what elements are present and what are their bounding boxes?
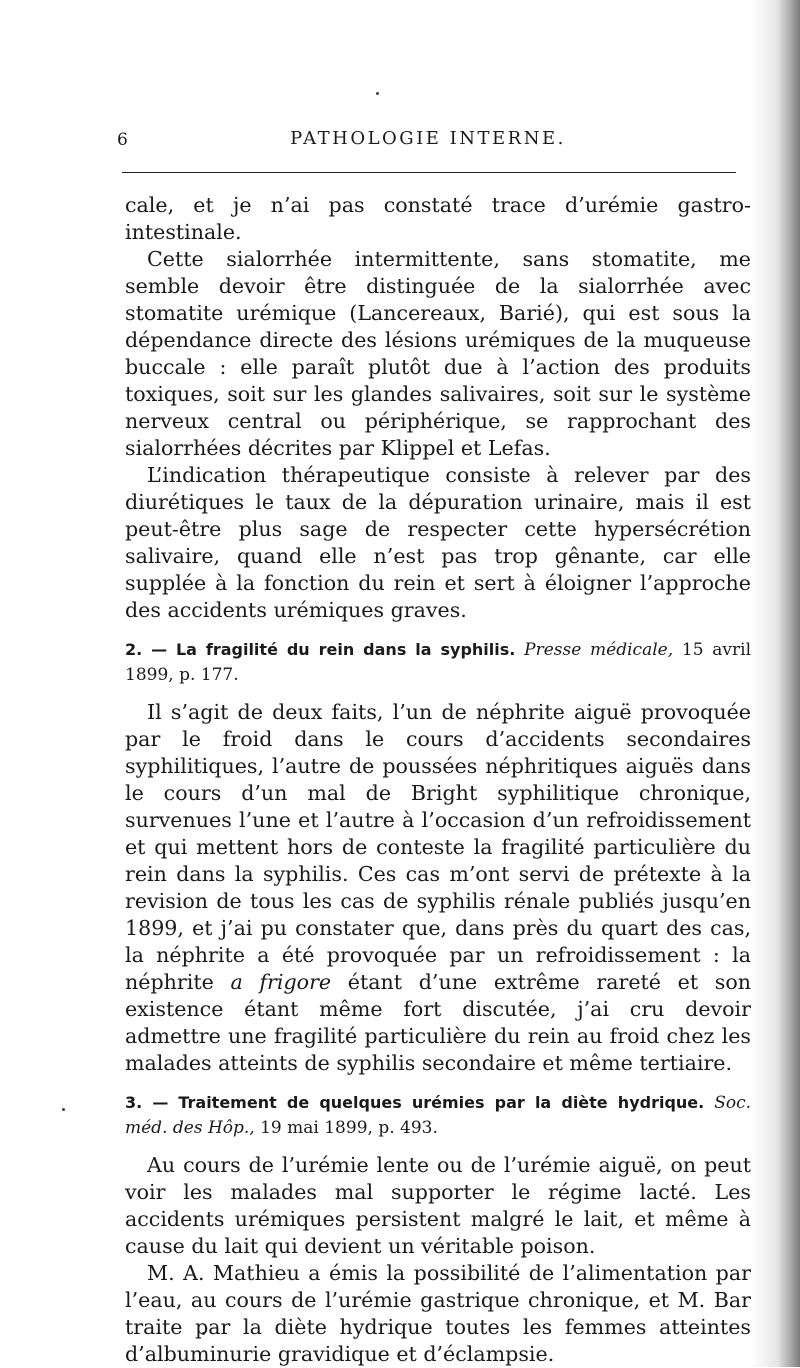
paragraph-indication: L’indication thérapeutique consiste à relever par des diurétiques le taux de la dépuration urinaire, mais il est peut-être plus sage de respecter cette hypersécrétion salivaire, quand elle n’est pas trop gênante, car elle supplée à la fonction du rein et sert à éloigner l’approche des accidents urémiques graves. bbox=[125, 463, 751, 622]
reference-source: Soc. méd. des Hôp., bbox=[125, 1093, 752, 1138]
reference-date: 15 avril 1899, p. 177. bbox=[125, 640, 752, 685]
header-rule bbox=[122, 172, 736, 173]
paragraph-continuation: cale, et je n’ai pas constaté trace d’urémie gastro-intestinale. bbox=[125, 193, 751, 244]
page-edge-shadow bbox=[778, 0, 800, 1367]
paragraph-sialorrhee: Cette sialorrhée intermittente, sans stomatite, me semble devoir être distinguée de la sialorrhée avec stomatite urémique (Lancereaux, Barié), qui est sous la dépendance directe des lésions urémiques de la muqueuse buccale : elle paraît plutôt due à l’action des produits toxiques, soit sur les glandes salivaires, soit sur le système nerveux central ou périphérique, se rapprochant des sialorrhées décrites par Klippel et Lefas. bbox=[125, 247, 751, 460]
reference-number: 2. — bbox=[125, 640, 168, 659]
paragraph-syphilis bbox=[125, 699, 751, 1077]
reference-entry-2 bbox=[125, 637, 751, 688]
paragraph-mathieu: M. A. Mathieu a émis la possibilité de l’alimentation par l’eau, au cours de l’urémie gastrique chronique, et M. Bar traite par la diète hydrique toutes les femmes atteintes d’albuminurie gravidique et d’éclampsie. bbox=[125, 1261, 751, 1366]
reference-entry-3 bbox=[125, 1090, 751, 1141]
reference-date: 19 mai 1899, p. 493. bbox=[260, 1118, 438, 1138]
speck bbox=[376, 92, 379, 95]
italic-term: a frigore bbox=[230, 970, 332, 994]
running-header bbox=[117, 126, 739, 156]
reference-title: La fragilité du rein dans la syphilis. bbox=[175, 640, 516, 659]
paragraph-text: Il s’agit de deux faits, l’un de néphrite aiguë provoquée par le froid dans le cours d’accidents secondaires syphilitiques, l’autre de poussées néphritiques aiguës dans le cours d’un mal de Bright syphilitique chronique, survenues l’une et l’autre à l’occasion d’un refroidissement et qui mettent hors de conteste la fragilité particulière du rein dans la syphilis. Ces cas m’ont servi de prétexte à la revision de tous les cas de syphilis rénale publiés jusqu’en 1899, et j’ai pu constater que, dans près du quart des cas, la néphrite a été provoquée par un refroidissement : la néphrite bbox=[125, 700, 751, 994]
body-text bbox=[125, 192, 751, 1368]
speck bbox=[62, 1108, 65, 1111]
paragraph-uremie: Au cours de l’urémie lente ou de l’urémie aiguë, on peut voir les malades mal supporter le régime lacté. Les accidents urémiques persistent malgré le lait, et même à cause du lait qui devient un véritable poison. bbox=[125, 1153, 751, 1258]
reference-title: Traitement de quelques urémies par la diète hydrique. bbox=[178, 1093, 705, 1112]
paragraph-text: étant d’une extrême rareté et son existence étant même fort discutée, j’ai cru devoir admettre une fragilité particulière du rein au froid chez les malades atteints de syphilis secondaire et même tertiaire. bbox=[125, 970, 752, 1075]
reference-number: 3. — bbox=[125, 1093, 169, 1112]
page-number: 6 bbox=[117, 130, 128, 150]
running-title: PATHOLOGIE INTERNE. bbox=[290, 128, 566, 149]
reference-source: Presse médicale, bbox=[524, 640, 674, 660]
